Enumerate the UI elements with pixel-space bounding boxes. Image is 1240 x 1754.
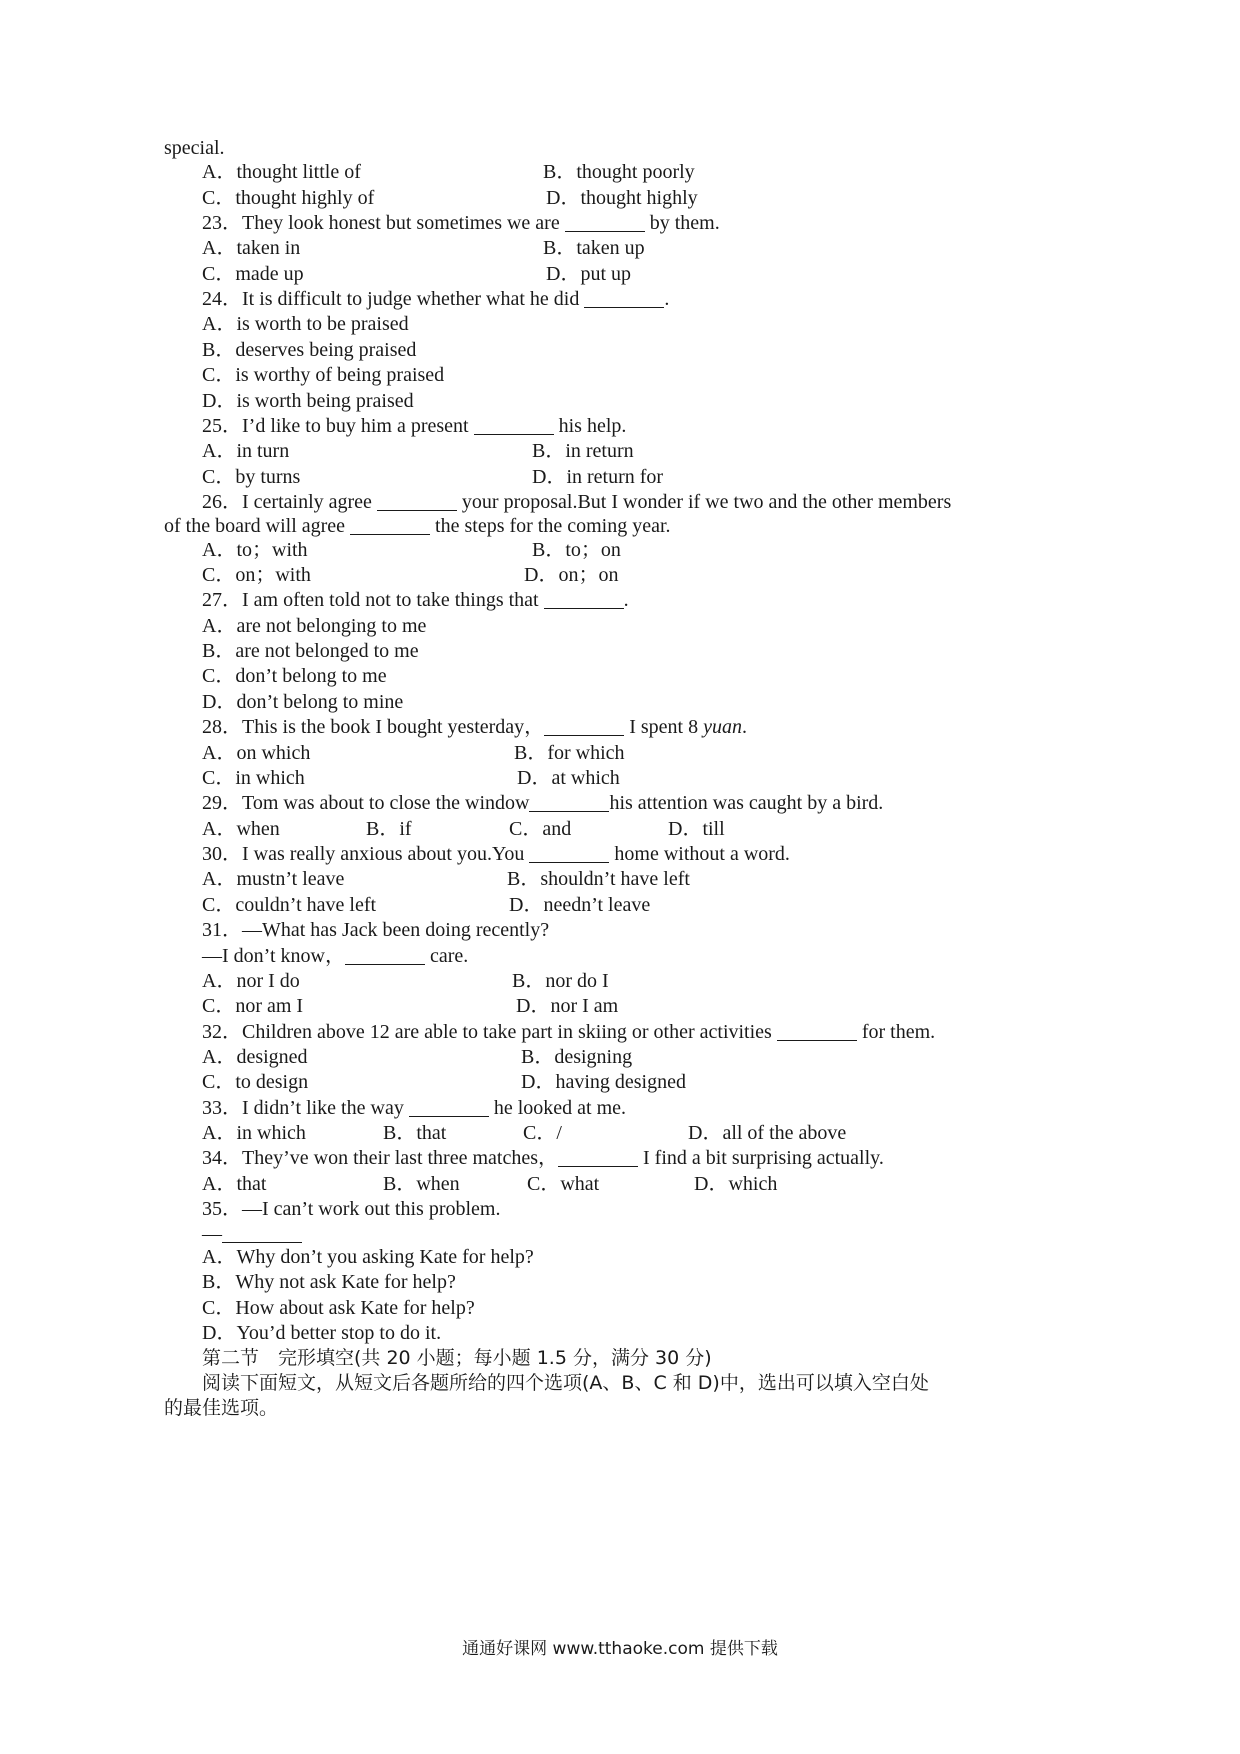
q23-option-c: C．made up [202, 263, 304, 285]
q26-option-c: C．on；with [202, 564, 311, 586]
q29-option-c: C．and [509, 818, 572, 840]
q35-option-d: D．You’d better stop to do it. [202, 1322, 442, 1344]
q24-option-c: C．is worthy of being praised [202, 364, 445, 386]
q32-option-b: B．designing [521, 1046, 633, 1068]
q25-stem: 25．I’d like to buy him a present his help. [202, 415, 627, 437]
q24-option-d: D．is worth being praised [202, 390, 414, 412]
q30-option-c: C．couldn’t have left [202, 894, 377, 916]
q33-stem: 33．I didn’t like the way he looked at me. [202, 1097, 627, 1119]
answer-blank [558, 1148, 638, 1167]
answer-blank [529, 793, 609, 812]
q22-option-a: A．thought little of [202, 161, 361, 183]
q33-option-b: B．that [383, 1122, 447, 1144]
q28-option-d: D．at which [517, 767, 620, 789]
q27-stem: 27．I am often told not to take things that . [202, 589, 629, 611]
q27-option-c: C．don’t belong to me [202, 665, 387, 687]
section-heading: 第二节 完形填空(共 20 小题；每小题 1.5 分，满分 30 分) [202, 1347, 712, 1369]
q31-stem-line2: —I don’t know， care. [202, 945, 469, 967]
answer-blank [222, 1224, 302, 1243]
q26-option-b: B．to；on [532, 539, 621, 561]
page-footer: 通通好课网 www.tthaoke.com 提供下载 [462, 1639, 778, 1659]
q22-option-b: B．thought poorly [543, 161, 695, 183]
q27-option-b: B．are not belonged to me [202, 640, 419, 662]
q31-option-c: C．nor am I [202, 995, 304, 1017]
answer-blank [350, 516, 430, 535]
q29-option-a: A．when [202, 818, 280, 840]
q26-stem-line2: of the board will agree the steps for the coming year. [164, 515, 671, 537]
q24-option-a: A．is worth to be praised [202, 313, 409, 335]
q23-option-b: B．taken up [543, 237, 645, 259]
q22-option-d: D．thought highly [546, 187, 698, 209]
q22-option-c: C．thought highly of [202, 187, 375, 209]
q31-option-d: D．nor I am [516, 995, 619, 1017]
answer-blank [544, 590, 624, 609]
instruction-line-1: 阅读下面短文，从短文后各题所给的四个选项(A、B、C 和 D)中，选出可以填入空白处 [202, 1372, 929, 1394]
q26-option-d: D．on；on [524, 564, 619, 586]
q29-option-d: D．till [668, 818, 725, 840]
q34-option-a: A．that [202, 1173, 267, 1195]
q33-option-d: D．all of the above [688, 1122, 847, 1144]
q24-stem: 24．It is difficult to judge whether what he did . [202, 288, 670, 310]
q25-option-b: B．in return [532, 440, 634, 462]
q27-option-a: A．are not belonging to me [202, 615, 427, 637]
q34-option-d: D．which [694, 1173, 778, 1195]
q29-stem: 29．Tom was about to close the window his attention was caught by a bird. [202, 792, 884, 814]
answer-blank [544, 717, 624, 736]
q31-stem: 31．—What has Jack been doing recently? [202, 919, 550, 941]
q30-option-b: B．shouldn’t have left [507, 868, 690, 890]
answer-blank [377, 492, 457, 511]
q28-option-b: B．for which [514, 742, 625, 764]
q32-option-c: C．to design [202, 1071, 309, 1093]
q35-option-a: A．Why don’t you asking Kate for help? [202, 1246, 534, 1268]
q31-option-a: A．nor I do [202, 970, 300, 992]
answer-blank [777, 1022, 857, 1041]
instruction-line-2: 的最佳选项。 [164, 1397, 279, 1419]
continuation-text: special. [164, 137, 225, 159]
q24-option-b: B．deserves being praised [202, 339, 417, 361]
q28-stem: 28．This is the book I bought yesterday， I spent 8 yuan. [202, 716, 747, 738]
q31-option-b: B．nor do I [512, 970, 609, 992]
q29-option-b: B．if [366, 818, 412, 840]
q26-stem: 26．I certainly agree your proposal.But I wonder if we two and the other members [202, 491, 952, 513]
q32-option-d: D．having designed [521, 1071, 686, 1093]
q28-option-a: A．on which [202, 742, 311, 764]
answer-blank [565, 213, 645, 232]
q30-option-d: D．needn’t leave [509, 894, 651, 916]
q35-option-c: C．How about ask Kate for help? [202, 1297, 475, 1319]
q35-option-b: B．Why not ask Kate for help? [202, 1271, 456, 1293]
q27-option-d: D．don’t belong to mine [202, 691, 404, 713]
q30-stem: 30．I was really anxious about you.You home without a word. [202, 843, 790, 865]
q35-reply-line: — [202, 1222, 302, 1246]
answer-blank [409, 1098, 489, 1117]
q23-option-a: A．taken in [202, 237, 301, 259]
q25-option-a: A．in turn [202, 440, 290, 462]
q35-stem: 35．—I can’t work out this problem. [202, 1198, 501, 1220]
q34-option-b: B．when [383, 1173, 460, 1195]
q26-option-a: A．to；with [202, 539, 308, 561]
q23-stem: 23．They look honest but sometimes we are by them. [202, 212, 720, 234]
q32-option-a: A．designed [202, 1046, 308, 1068]
q28-option-c: C．in which [202, 767, 305, 789]
q32-stem: 32．Children above 12 are able to take part in skiing or other activities for them. [202, 1021, 936, 1043]
q34-stem: 34．They’ve won their last three matches， I find a bit surprising actually. [202, 1147, 884, 1169]
answer-blank [474, 416, 554, 435]
q34-option-c: C．what [527, 1173, 600, 1195]
answer-blank [345, 946, 425, 965]
q33-option-c: C．/ [523, 1122, 562, 1144]
q25-option-c: C．by turns [202, 466, 301, 488]
q33-option-a: A．in which [202, 1122, 306, 1144]
answer-blank [584, 289, 664, 308]
q23-option-d: D．put up [546, 263, 631, 285]
q25-option-d: D．in return for [532, 466, 664, 488]
answer-blank [529, 844, 609, 863]
q30-option-a: A．mustn’t leave [202, 868, 345, 890]
